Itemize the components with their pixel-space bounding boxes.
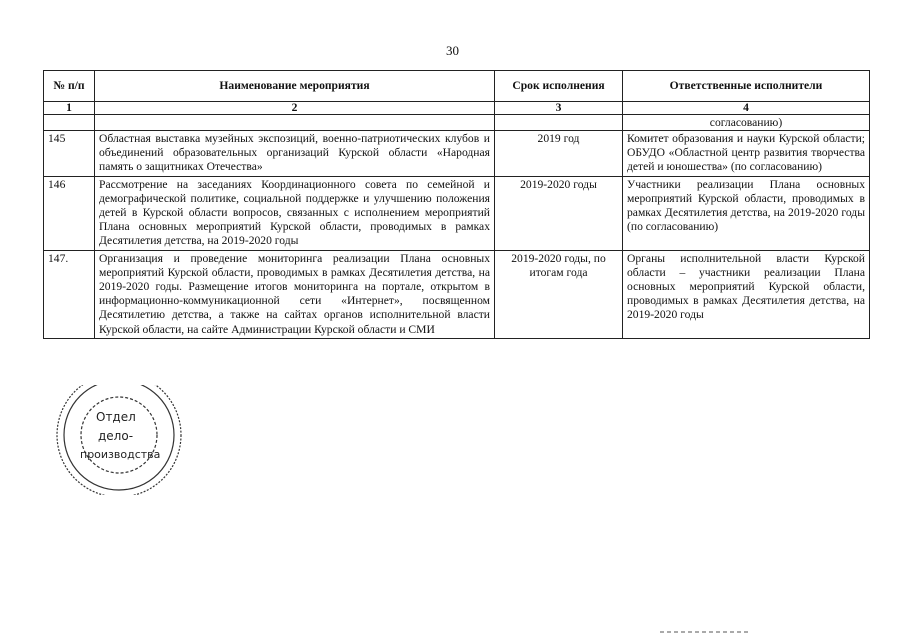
continuation-num-cell bbox=[44, 115, 95, 131]
row-term: 2019 год bbox=[495, 131, 623, 177]
table-row bbox=[44, 250, 870, 338]
events-table bbox=[43, 70, 870, 339]
row-num: 145 bbox=[44, 131, 95, 177]
table-row bbox=[44, 131, 870, 177]
row-num: 147. bbox=[44, 250, 95, 338]
column-index-row bbox=[44, 102, 870, 115]
header-term: Срок исполнения bbox=[495, 71, 623, 102]
office-stamp bbox=[44, 385, 194, 495]
continuation-row bbox=[44, 115, 870, 131]
row-num: 146 bbox=[44, 176, 95, 250]
column-index: 3 bbox=[495, 102, 623, 115]
row-name: Рассмотрение на заседаниях Координационного совета по семейной и демографической политике, социальной поддержке и улучшению положения детей в Курской области вопросов, связанных с исполнением мероприятий Плана основных мероприятий Курской области, проводимых в рамках Десятилетия детства, на 2019-2020 годы bbox=[95, 176, 495, 250]
row-term: 2019-2020 годы, по итогам года bbox=[495, 250, 623, 338]
row-responsible: Органы исполнительной власти Курской области – участники реализации Плана основных мероприятий Курской области, проводимых в рамках Десятилетия детства, на 2019-2020 годы bbox=[623, 250, 870, 338]
header-num: № п/п bbox=[44, 71, 95, 102]
page-number: 30 bbox=[446, 43, 459, 58]
stamp-line-1: Отдел bbox=[96, 410, 136, 424]
scan-artifact bbox=[660, 628, 750, 636]
header-row bbox=[44, 71, 870, 102]
header-name: Наименование мероприятия bbox=[95, 71, 495, 102]
column-index: 1 bbox=[44, 102, 95, 115]
stamp-line-3: производства bbox=[80, 448, 161, 461]
row-responsible: Комитет образования и науки Курской области; ОБУДО «Областной центр развития творчества детей и юношества» (по согласованию) bbox=[623, 131, 870, 177]
row-name: Организация и проведение мониторинга реализации Плана основных мероприятий Курской области, проводимых в рамках Десятилетия детства, на 2019-2020 годы. Размещение итогов мониторинга на портале, открытом в информационно-коммуникационной сети «Интернет», посвященном Десятилетию детства, а также на сайтах органов исполнительной власти Курской области, на сайте Администрации Курской области и СМИ bbox=[95, 250, 495, 338]
stamp-line-2: дело- bbox=[98, 429, 134, 443]
row-name: Областная выставка музейных экспозиций, военно-патриотических клубов и объединений образовательных организаций Курской области «Народная память о защитниках Отечества» bbox=[95, 131, 495, 177]
header-responsible: Ответственные исполнители bbox=[623, 71, 870, 102]
row-term: 2019-2020 годы bbox=[495, 176, 623, 250]
column-index: 2 bbox=[95, 102, 495, 115]
continuation-term-cell bbox=[495, 115, 623, 131]
column-index: 4 bbox=[623, 102, 870, 115]
row-responsible: Участники реализации Плана основных мероприятий Курской области, проводимых в рамках Десятилетия детства, на 2019-2020 годы (по согласованию) bbox=[623, 176, 870, 250]
continuation-responsible: согласованию) bbox=[623, 115, 870, 131]
table-row bbox=[44, 176, 870, 250]
continuation-name-cell bbox=[95, 115, 495, 131]
